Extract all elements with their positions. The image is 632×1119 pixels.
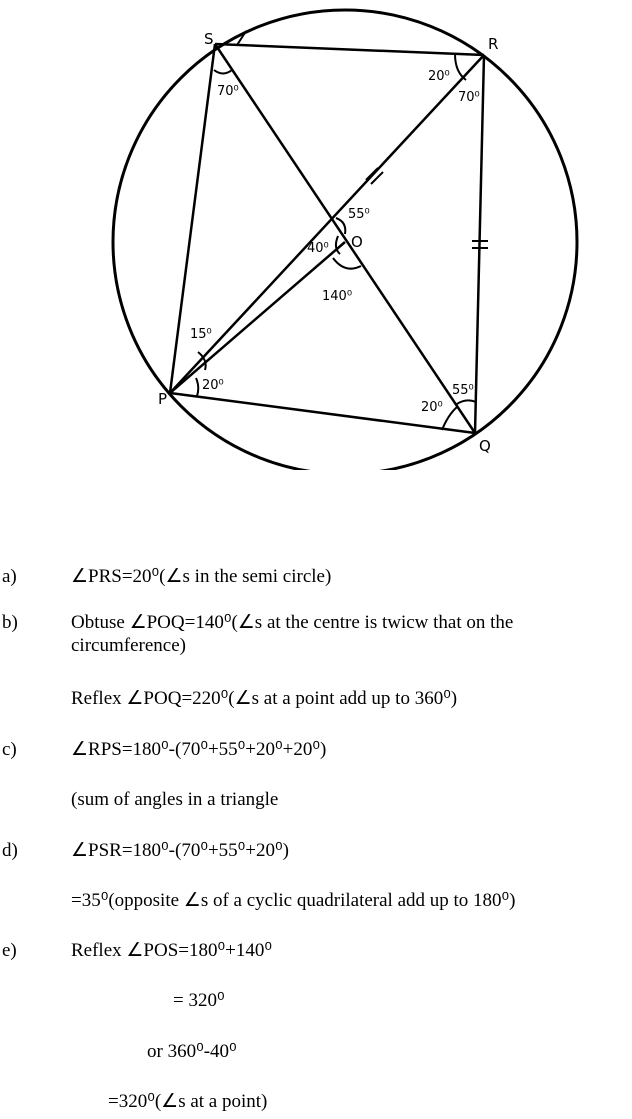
solution-tag-e: e): [2, 940, 17, 961]
solution-d-line-1: ∠PSR=180⁰-(70⁰+55⁰+20⁰): [71, 840, 289, 861]
angle-label-s: 70⁰: [217, 84, 239, 99]
solution-list: [0, 555, 632, 1119]
point-label-o: O: [351, 233, 363, 251]
point-label-q: Q: [479, 437, 491, 455]
angle-label-p-upper: 15⁰: [190, 327, 212, 342]
angle-label-r-left: 20⁰: [428, 69, 450, 84]
solution-c-line-1: ∠RPS=180⁰-(70⁰+55⁰+20⁰+20⁰): [71, 739, 327, 760]
angle-arc-p-lower: [196, 378, 198, 396]
angle-label-p-lower: 20⁰: [202, 378, 224, 393]
solution-c-line-2: (sum of angles in a triangle: [71, 789, 279, 810]
solution-e-line-2: = 320⁰: [173, 990, 225, 1011]
angle-arc-o-left: [336, 236, 340, 254]
solution-a-line-1: ∠PRS=20⁰(∠s in the semi circle): [71, 566, 332, 587]
solution-e-line-3: or 360⁰-40⁰: [147, 1041, 237, 1062]
point-label-s: S: [204, 30, 214, 48]
solution-e-line-1: Reflex ∠POS=180⁰+140⁰: [71, 940, 272, 961]
chord-sq: [215, 44, 475, 433]
radius-op: [170, 242, 345, 393]
angle-label-q-right: 55⁰: [452, 383, 474, 398]
point-label-r: R: [488, 35, 499, 53]
solution-tag-a: a): [2, 566, 17, 587]
diameter-pr: [170, 55, 484, 393]
solution-tag-c: c): [2, 739, 17, 760]
angle-label-o-left: 40⁰: [307, 241, 329, 256]
solution-d-line-2: =35⁰(opposite ∠s of a cyclic quadrilateral add up to 180⁰): [71, 890, 516, 911]
solution-b-line-2: Reflex ∠POQ=220⁰(∠s at a point add up to 360⁰): [71, 688, 458, 709]
angle-label-o-upper: 55⁰: [348, 207, 370, 222]
angle-arc-q-left: [442, 407, 457, 430]
angle-arc-q-right: [457, 400, 476, 404]
chord-rq: [475, 55, 484, 433]
angle-label-r-right: 70⁰: [458, 90, 480, 105]
chord-sr: [215, 44, 484, 55]
angle-arc-s: [214, 70, 232, 74]
solution-tag-d: d): [2, 840, 18, 861]
circle-geometry-diagram: [0, 0, 632, 470]
angle-label-o-lower: 140⁰: [322, 289, 353, 304]
solution-e-line-4: =320⁰(∠s at a point): [108, 1091, 268, 1112]
solution-tag-b: b): [2, 612, 18, 633]
point-label-p: P: [158, 390, 168, 408]
solution-b-line-1: Obtuse ∠POQ=140⁰(∠s at the centre is twicw that on the circumference): [71, 612, 514, 656]
angle-arc-o-lower: [333, 258, 361, 269]
angle-label-q-left: 20⁰: [421, 400, 443, 415]
